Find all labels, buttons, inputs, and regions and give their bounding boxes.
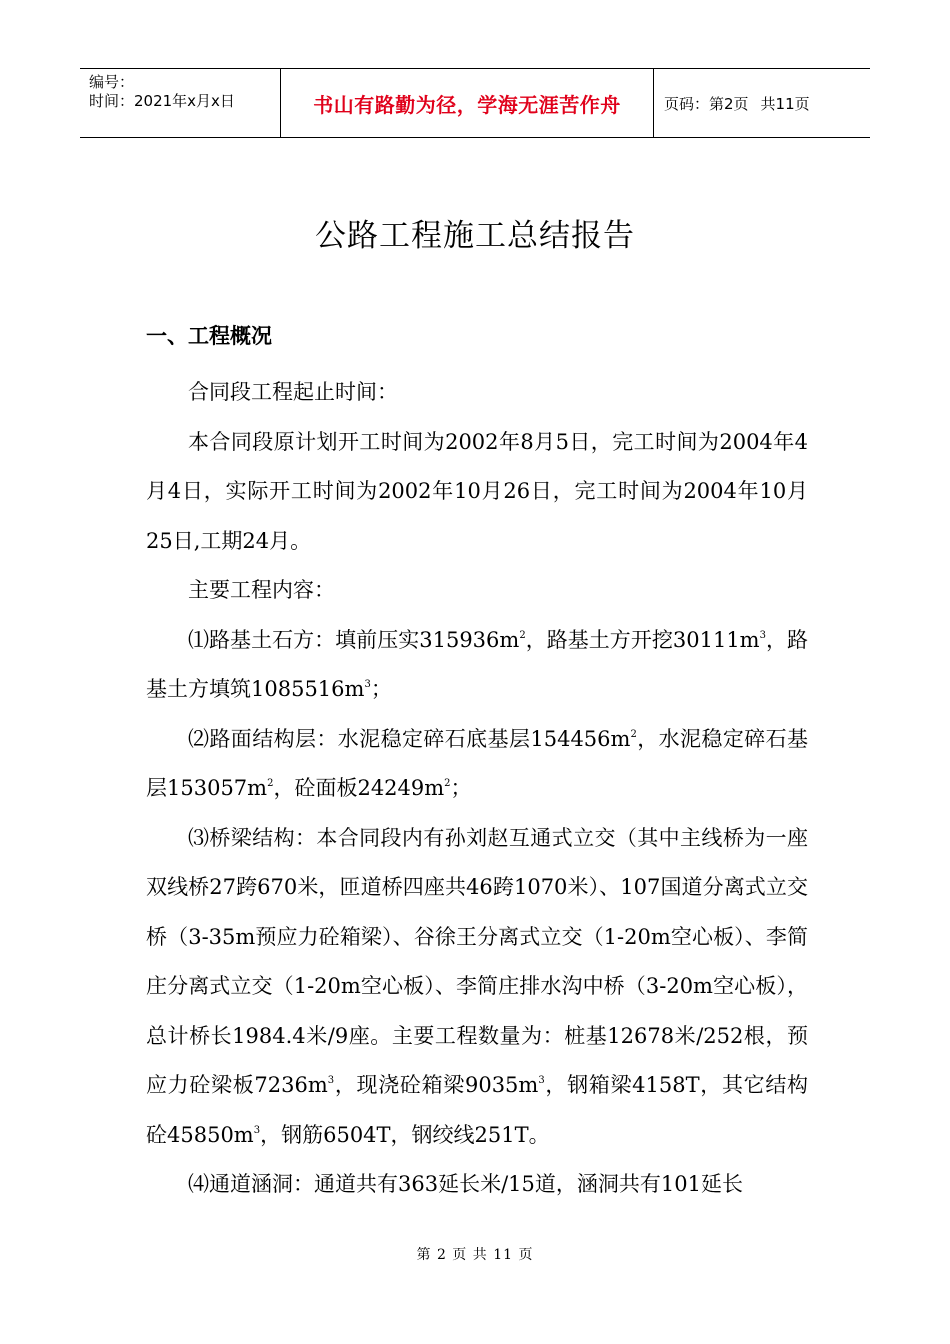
header-motto-cell — [281, 69, 654, 137]
motto-text: 书山有路勤为径，学海无涯苦作舟 — [313, 92, 621, 117]
document-header — [80, 68, 870, 138]
page-footer: 第 2 页 共 11 页 — [416, 1247, 534, 1263]
paragraph-item-earthwork: ⑴路基土石方：填前压实$315936m^2$，路基土方开挖$30111m^3$，路基土方填筑$1085516m^3$； — [146, 627, 809, 701]
page-number-label: 页码：第2页 — [664, 94, 749, 113]
paragraph-schedule: 本合同段原计划开工时间为2002年8月5日，完工时间为2004年4月4日，实际开工时间为2002年10月26日，完工时间为2004年10月25日,工期24月。 — [146, 429, 808, 553]
document-body — [146, 318, 808, 1210]
total-pages-label: 共11页 — [760, 94, 810, 113]
paragraph-period-heading: 合同段工程起止时间： — [188, 380, 398, 404]
serial-number-label: 编号： — [89, 73, 135, 91]
paragraph-item-bridges: ⑶桥梁结构：本合同段内有孙刘赵互通式立交（其中主线桥为一座双线桥27跨670米，匝道桥四座共46跨1070米）、107国道分离式立交桥（3-35m预应力砼箱梁）、谷徐王分离式立交（1-20m空心板）、李简庄分离式立交（1-20m空心板）、李简庄排水沟中桥（3-20m空心板），总计桥长1984.4米/9座。主要工程数量为：桩基12678米/252根，预应力砼梁板$7236m^3$，现浇砼箱梁$9035m^3$，钢箱梁4158T，其它结构砼$45850m^3$，钢筋6504T，钢绞线251T。 — [146, 825, 809, 1147]
paragraph-content-heading: 主要工程内容： — [188, 578, 335, 602]
paragraph-item-culverts: ⑷通道涵洞：通道共有363延长米/15道，涵洞共有101延长 — [188, 1172, 743, 1196]
paragraph-item-pavement: ⑵路面结构层：水泥稳定碎石底基层$154456m^2$，水泥稳定碎石基层$153057m^2$，砼面板$24249m^2$； — [146, 726, 809, 800]
date-label: 时间：2021年x月x日 — [89, 92, 235, 110]
header-page-cell — [654, 69, 870, 137]
header-meta-cell — [80, 69, 281, 137]
document-title: 公路工程施工总结报告 — [315, 218, 635, 254]
section-heading: 一、工程概况 — [146, 324, 272, 348]
